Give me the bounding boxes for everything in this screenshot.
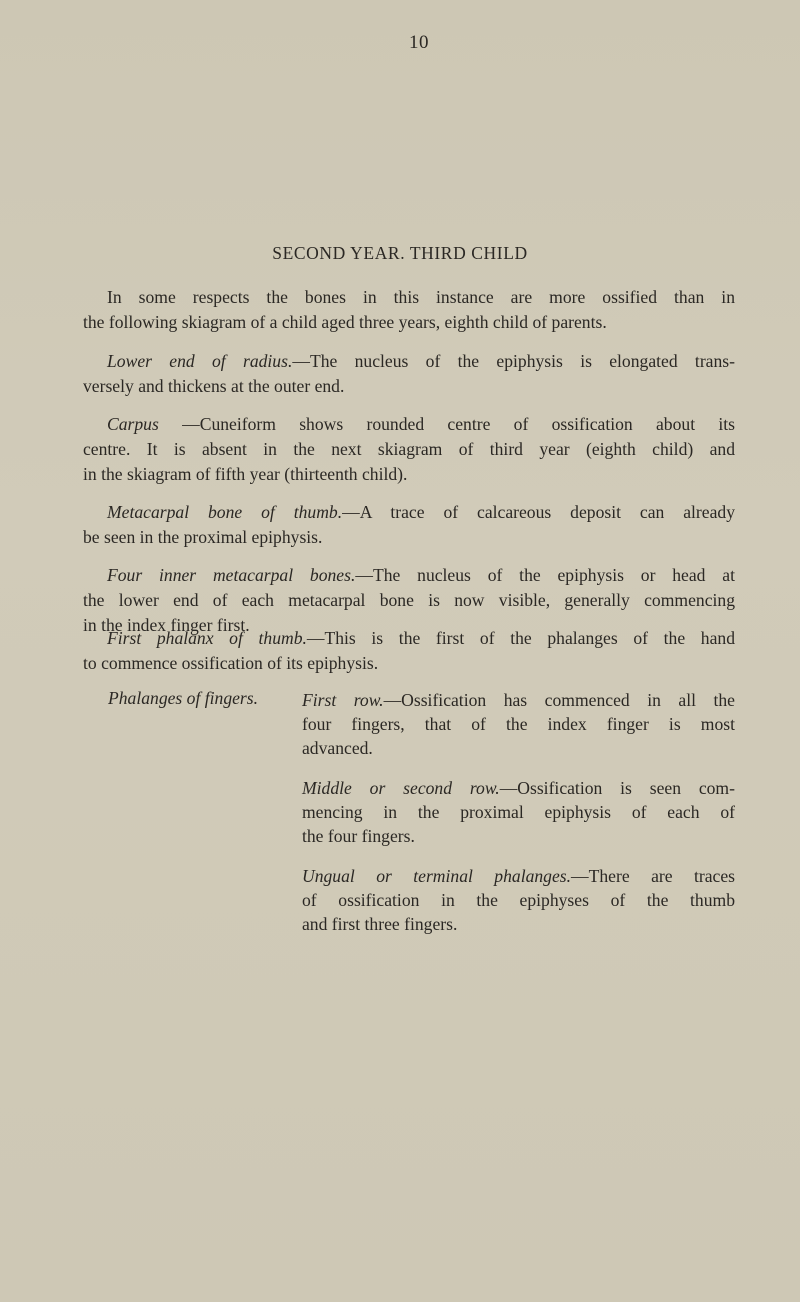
first-row-line-1-text: —Ossification has commenced in all the <box>383 690 735 710</box>
metacarpal-thumb-paragraph <box>83 500 735 550</box>
inner-metacarpals-line-3: in the index finger first. <box>83 615 250 635</box>
intro-line-1: In some respects the bones in this instance are more ossified than in <box>107 287 735 307</box>
first-phalanx-line-1-text: —This is the first of the phalanges of the hand <box>306 628 735 648</box>
phalanges-label: Phalanges of fingers. <box>108 688 259 708</box>
middle-row-line-1 <box>302 776 735 800</box>
carpus-paragraph <box>83 412 735 487</box>
metacarpal-thumb-line-1 <box>83 500 735 525</box>
metacarpal-thumb-line-1-text: —A trace of calcareous deposit can already <box>342 502 735 522</box>
radius-paragraph <box>83 349 735 399</box>
middle-row-line-2: mencing in the proximal epiphysis of each of <box>302 802 735 822</box>
middle-row-lead: Middle or second row. <box>302 778 500 798</box>
inner-metacarpals-line-1-text: —The nucleus of the epiphysis or head at <box>355 565 735 585</box>
carpus-line-3: in the skiagram of fifth year (thirteenth child). <box>83 464 408 484</box>
middle-row-line-3: the four fingers. <box>302 826 415 846</box>
first-row-line-2: four fingers, that of the index finger is most <box>302 714 735 734</box>
ungual-row-line-1-text: —There are traces <box>571 866 735 886</box>
inner-metacarpals-line-2: the lower end of each metacarpal bone is now visible, generally commencing <box>83 590 735 610</box>
carpus-lead: Carpus <box>107 414 159 434</box>
first-row-lead: First row. <box>302 690 384 710</box>
first-row-line-3: advanced. <box>302 738 373 758</box>
page-number: 10 <box>409 32 429 53</box>
ungual-row-line-3: and first three fingers. <box>302 914 458 934</box>
middle-row-paragraph <box>302 776 735 848</box>
section-heading: SECOND YEAR. THIRD CHILD <box>272 243 528 263</box>
inner-metacarpals-line-1 <box>83 563 735 588</box>
intro-line-2: the following skiagram of a child aged three years, eighth child of parents. <box>83 312 607 332</box>
first-phalanx-line-1 <box>83 626 735 651</box>
radius-line-1 <box>83 349 735 374</box>
carpus-line-1 <box>83 412 735 437</box>
intro-paragraph <box>83 285 735 335</box>
ungual-row-lead: Ungual or terminal phalanges. <box>302 866 572 886</box>
ungual-row-line-2: of ossification in the epiphyses of the thumb <box>302 890 735 910</box>
radius-line-2: versely and thickens at the outer end. <box>83 376 345 396</box>
first-row-paragraph <box>302 688 735 760</box>
first-row-line-1 <box>302 688 735 712</box>
ungual-row-paragraph <box>302 864 735 936</box>
first-phalanx-lead: First phalanx of thumb. <box>107 628 307 648</box>
first-phalanx-paragraph <box>83 626 735 676</box>
radius-line-1-text: —The nucleus of the epiphysis is elongated trans- <box>292 351 735 371</box>
metacarpal-thumb-line-2: be seen in the proximal epiphysis. <box>83 527 323 547</box>
middle-row-line-1-text: —Ossification is seen com- <box>499 778 735 798</box>
inner-metacarpals-lead: Four inner metacarpal bones. <box>107 565 356 585</box>
first-phalanx-line-2: to commence ossification of its epiphysis. <box>83 653 379 673</box>
carpus-line-1-text: —Cuneiform shows rounded centre of ossification about its <box>158 414 735 434</box>
ungual-row-line-1 <box>302 864 735 888</box>
carpus-line-2: centre. It is absent in the next skiagram of third year (eighth child) and <box>83 439 735 459</box>
radius-lead: Lower end of radius. <box>107 351 293 371</box>
metacarpal-thumb-lead: Metacarpal bone of thumb. <box>107 502 343 522</box>
